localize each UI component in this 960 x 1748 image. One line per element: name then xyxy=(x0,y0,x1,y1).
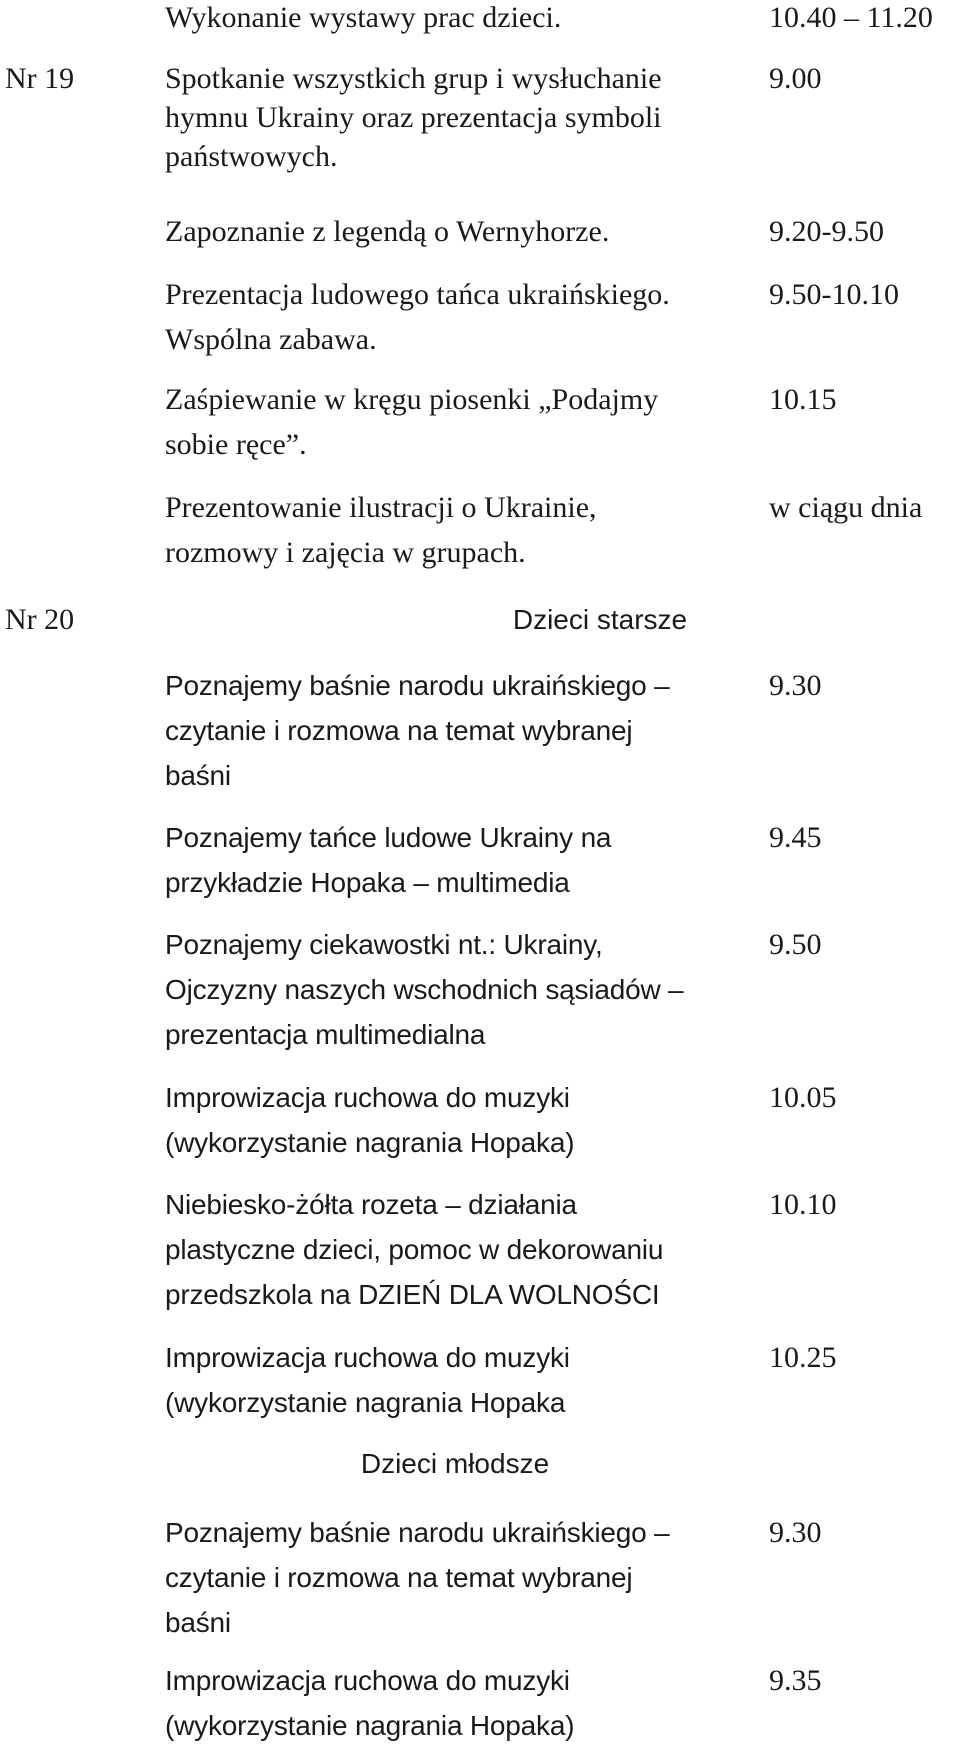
activity-text: Improwizacja ruchowa do muzyki xyxy=(165,1082,570,1113)
section-heading-older: Dzieci starsze xyxy=(512,604,688,635)
activity-text: Poznajemy tańce ludowe Ukrainy na xyxy=(165,822,612,853)
activity-text: (wykorzystanie nagrania Hopaka) xyxy=(165,1127,575,1158)
time-text: 9.35 xyxy=(769,1664,822,1697)
activity-text: (wykorzystanie nagrania Hopaka) xyxy=(165,1710,575,1741)
time-text: 9.30 xyxy=(769,1516,822,1549)
activity-text: rozmowy i zajęcia w grupach. xyxy=(165,536,526,569)
activity-text: Zapoznanie z legendą o Wernyhorze. xyxy=(165,215,610,248)
activity-text: przykładzie Hopaka – multimedia xyxy=(165,867,570,898)
activity-text: Wykonanie wystawy prac dzieci. xyxy=(165,1,562,34)
time-text: 10.25 xyxy=(769,1341,837,1374)
activity-text: Improwizacja ruchowa do muzyki xyxy=(165,1665,570,1696)
activity-text: Prezentowanie ilustracji o Ukrainie, xyxy=(165,491,597,524)
activity-text: hymnu Ukrainy oraz prezentacja symboli xyxy=(165,101,662,134)
time-text: 10.05 xyxy=(769,1081,837,1114)
time-text: 9.30 xyxy=(769,669,822,702)
activity-text: plastyczne dzieci, pomoc w dekorowaniu xyxy=(165,1234,664,1265)
time-text: w ciągu dnia xyxy=(769,491,923,524)
activity-text: Improwizacja ruchowa do muzyki xyxy=(165,1342,570,1373)
activity-text: baśni xyxy=(165,760,231,791)
activity-text: państwowych. xyxy=(165,140,338,173)
section-heading-younger: Dzieci młodsze xyxy=(360,1448,550,1479)
group-number-nr19: Nr 19 xyxy=(5,62,75,95)
time-text: 9.50 xyxy=(769,928,822,961)
group-number-nr20: Nr 20 xyxy=(5,603,75,636)
activity-text: przedszkola na DZIEŃ DLA WOLNOŚCI xyxy=(165,1279,660,1310)
activity-text: Poznajemy ciekawostki nt.: Ukrainy, xyxy=(165,929,603,960)
activity-text: Poznajemy baśnie narodu ukraińskiego – xyxy=(165,1517,670,1548)
activity-text: czytanie i rozmowa na temat wybranej xyxy=(165,1562,633,1593)
activity-text: (wykorzystanie nagrania Hopaka xyxy=(165,1387,566,1418)
activity-text: Ojczyzny naszych wschodnich sąsiadów – xyxy=(165,974,684,1005)
time-text: 9.45 xyxy=(769,821,822,854)
time-text: 9.00 xyxy=(769,62,822,95)
activity-text: czytanie i rozmowa na temat wybranej xyxy=(165,715,633,746)
activity-text: sobie ręce”. xyxy=(165,428,307,461)
activity-text: prezentacja multimedialna xyxy=(165,1019,486,1050)
activity-text: baśni xyxy=(165,1607,231,1638)
time-text: 10.10 xyxy=(769,1188,837,1221)
activity-text: Zaśpiewanie w kręgu piosenki „Podajmy xyxy=(165,383,659,416)
activity-text: Spotkanie wszystkich grup i wysłuchanie xyxy=(165,62,662,95)
time-text: 9.50-10.10 xyxy=(769,278,899,311)
activity-text: Poznajemy baśnie narodu ukraińskiego – xyxy=(165,670,670,701)
time-text: 10.40 – 11.20 xyxy=(769,1,933,34)
activity-text: Niebiesko-żółta rozeta – działania xyxy=(165,1189,577,1220)
time-text: 10.15 xyxy=(769,383,837,416)
activity-text: Prezentacja ludowego tańca ukraińskiego. xyxy=(165,278,670,311)
activity-text: Wspólna zabawa. xyxy=(165,323,377,356)
time-text: 9.20-9.50 xyxy=(769,215,884,248)
